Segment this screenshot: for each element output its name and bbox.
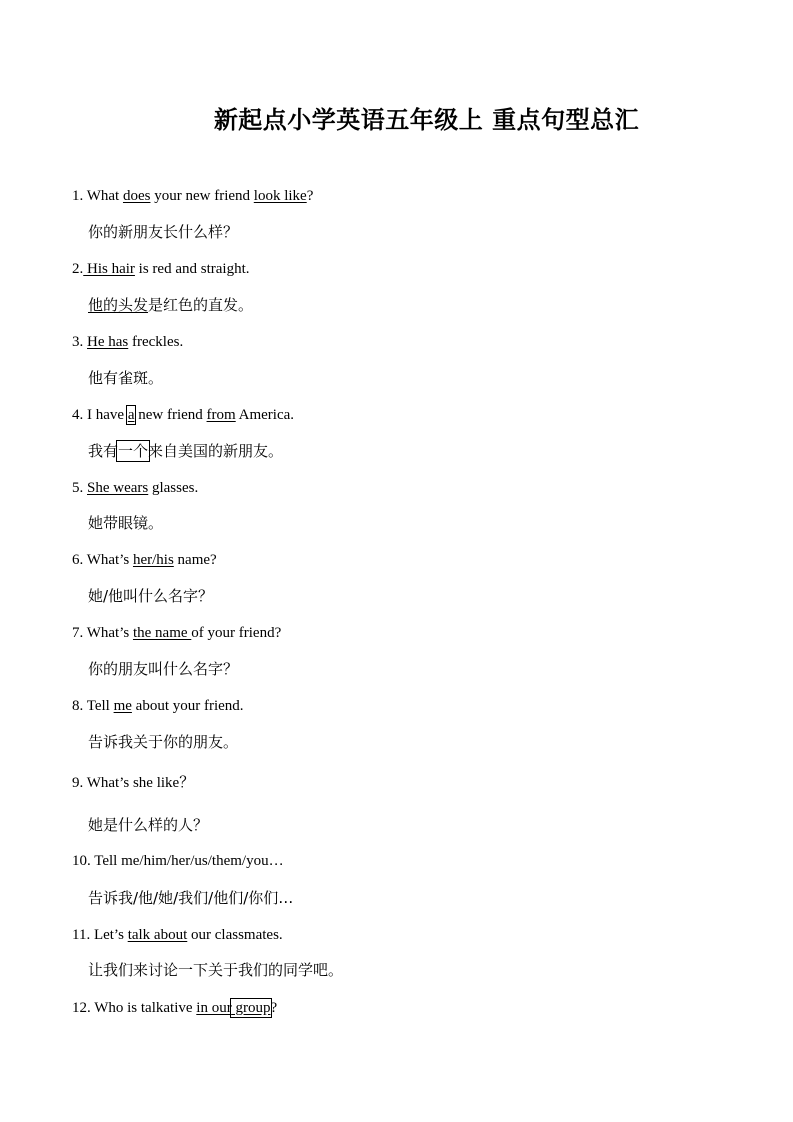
text-segment: 10. Tell me/him/her/us/them/you… (72, 853, 284, 869)
text-segment: 你的朋友叫什么名字？ (88, 660, 239, 678)
chinese-translation (88, 587, 213, 605)
text-segment: 你的新朋友长什么样？ (88, 223, 239, 241)
english-sentence (72, 260, 249, 278)
key-phrase: 他的头发 (88, 296, 149, 314)
key-phrase: does (122, 188, 151, 204)
chinese-translation (88, 733, 238, 751)
key-phrase: me (113, 698, 132, 714)
chinese-translation (88, 816, 208, 834)
chinese-translation (88, 369, 163, 387)
key-phrase: in our (196, 1000, 232, 1016)
key-phrase: His hair (83, 261, 135, 277)
chinese-translation (88, 961, 343, 979)
chinese-translation (88, 223, 238, 241)
chinese-translation (88, 660, 238, 678)
text-segment: America. (235, 407, 295, 423)
text-segment: 9. What’s she like？ (72, 775, 195, 791)
text-segment: of your friend? (191, 625, 282, 641)
english-sentence (72, 624, 281, 642)
text-segment: 告诉我/他/她/我们/他们/你们… (88, 889, 294, 907)
key-phrase: 一个 (118, 442, 149, 460)
chinese-translation (88, 296, 253, 314)
text-segment: name? (173, 552, 217, 568)
text-segment: 11. Let’s (72, 927, 128, 943)
chinese-translation (88, 442, 283, 460)
key-phrase: group (231, 1000, 271, 1016)
text-segment: 7. What’s (72, 625, 133, 641)
text-segment: is red and straight. (134, 261, 250, 277)
english-sentence (72, 551, 217, 569)
english-sentence (72, 926, 283, 944)
text-segment: 我有 (88, 442, 119, 460)
key-phrase: a (127, 407, 135, 423)
key-phrase: the name (132, 625, 192, 641)
text-segment: glasses. (148, 480, 199, 496)
key-phrase: her/his (132, 552, 174, 568)
text-segment: 是红色的直发。 (148, 296, 254, 314)
text-segment: 来自美国的新朋友。 (148, 442, 284, 460)
english-sentence (72, 999, 277, 1017)
text-segment: 她是什么样的人？ (88, 816, 209, 834)
text-segment: new friend (134, 407, 207, 423)
english-sentence (72, 406, 294, 424)
key-phrase: She wears (87, 480, 149, 496)
english-sentence (72, 479, 198, 497)
text-segment: 5. (72, 480, 87, 496)
text-segment: 12. Who is talkative (72, 1000, 197, 1016)
page-title: 新起点小学英语五年级上 重点句型总汇 (213, 106, 640, 134)
english-sentence (72, 774, 194, 792)
text-segment: 让我们来讨论一下关于我们的同学吧。 (88, 961, 344, 979)
text-segment: 1. What (72, 188, 123, 204)
english-sentence (72, 333, 183, 351)
text-segment: 她/他叫什么名字？ (88, 587, 214, 605)
text-segment: ? (306, 188, 314, 204)
text-segment: freckles. (128, 334, 184, 350)
key-phrase: from (206, 407, 236, 423)
text-segment: 他有雀斑。 (88, 369, 164, 387)
english-sentence (72, 697, 244, 715)
english-sentence (72, 187, 313, 205)
key-phrase: He has (87, 334, 129, 350)
chinese-translation (88, 514, 163, 532)
key-phrase: talk about (127, 927, 188, 943)
text-segment: 4. I have (72, 407, 128, 423)
text-segment: our classmates. (187, 927, 283, 943)
text-segment: 8. Tell (72, 698, 114, 714)
text-segment: 告诉我关于你的朋友。 (88, 733, 239, 751)
text-segment: 3. (72, 334, 87, 350)
english-sentence (72, 852, 284, 870)
text-segment: 她带眼镜。 (88, 514, 164, 532)
text-segment: your new friend (150, 188, 254, 204)
text-segment: 6. What’s (72, 552, 133, 568)
text-segment: about your friend. (131, 698, 244, 714)
chinese-translation (88, 889, 293, 907)
text-segment: ? (270, 1000, 278, 1016)
text-segment: 2. (72, 261, 84, 277)
key-phrase: look like (253, 188, 307, 204)
